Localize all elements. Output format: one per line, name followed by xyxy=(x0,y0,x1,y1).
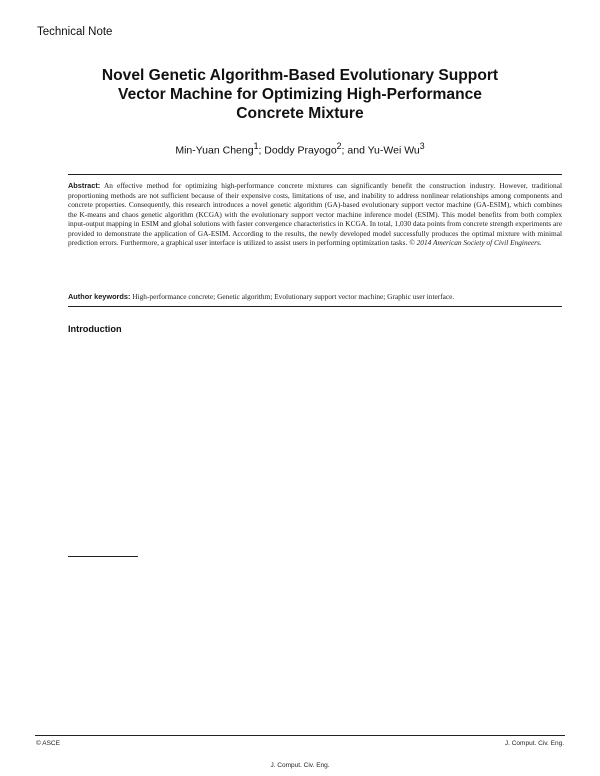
abstract-label: Abstract: xyxy=(68,181,101,190)
footnote-rule xyxy=(68,556,138,557)
author-name: Min-Yuan Cheng xyxy=(175,144,254,157)
footer-rule xyxy=(35,735,565,736)
title-line: Concrete Mixture xyxy=(236,105,364,122)
author-marker: 3 xyxy=(419,141,425,151)
author-list: Min-Yuan Cheng$^1$; Doddy Prayogo$^2$; and Yu-Wei Wu$^3$ xyxy=(175,141,425,157)
footer-journal: J. Comput. Civ. Eng. xyxy=(504,740,564,747)
keywords-label: Author keywords: xyxy=(68,292,131,301)
abstract-text: An effective method for optimizing high-performance concrete mixtures can significantly benefit the construction industry. However, traditional proportioning methods are not sufficient because of their expensive costs, limitations of use, and inability to address nonlinear relationships among components and concrete properties. Consequently, this research introduces a novel genetic algorithm (GA)-based evolutionary support vector machine (GA-ESIM), which combines the K-means and chaos genetic algorithm (KCGA) with the evolutionary support vector machine inference model (ESIM). This model benefits from both complex input-output mapping in ESIM and global solutions with faster convergence characteristics in KCGA. In total, 1,030 data points from concrete strength experiments are provided to demonstrate the application of GA-ESIM. According to the results, the newly developed model successfully produces the optimal mixture with minimal prediction errors. Furthermore, a graphical user interface is utilized to assist users in performing optimization tasks. xyxy=(68,181,562,247)
footer-publisher: © ASCE xyxy=(36,740,60,747)
title-line: Vector Machine for Optimizing High-Performance xyxy=(118,86,482,103)
keywords-text: High-performance concrete; Genetic algorithm; Evolutionary support vector machine; Graphic user interface. xyxy=(132,292,455,301)
article-type-label: Technical Note xyxy=(37,26,113,38)
keywords-block xyxy=(68,292,562,302)
author-marker: 2 xyxy=(336,141,342,151)
abstract-block xyxy=(68,181,562,248)
abstract-top-rule xyxy=(68,174,562,175)
journal-footer: J. Comput. Civ. Eng. xyxy=(270,762,330,769)
paper-title xyxy=(40,66,560,123)
title-line: Novel Genetic Algorithm-Based Evolutionary Support xyxy=(101,67,499,84)
author-marker: 1 xyxy=(253,141,259,151)
author-name: Doddy Prayogo xyxy=(264,144,337,157)
author-name: and Yu-Wei Wu xyxy=(347,144,420,157)
abstract-copyright: © 2014 American Society of Civil Engineers. xyxy=(409,238,542,247)
keywords-bottom-rule xyxy=(68,306,562,307)
introduction-heading: Introduction xyxy=(68,324,122,334)
